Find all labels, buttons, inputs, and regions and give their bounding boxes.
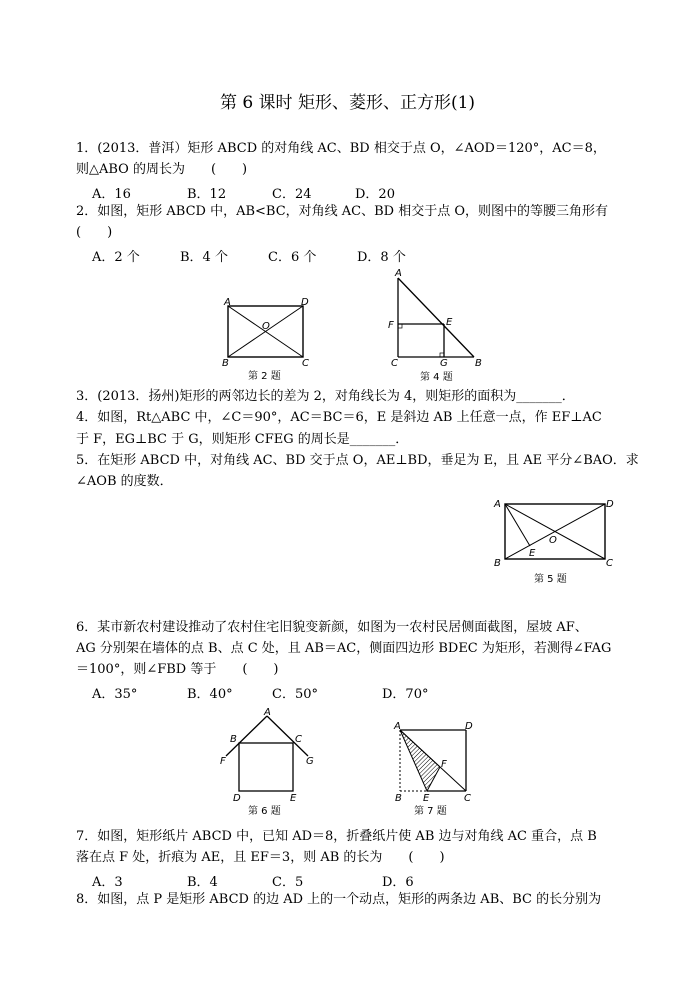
figure-6 xyxy=(218,706,320,818)
figure-2 xyxy=(218,294,318,386)
fig6-caption: 第 6 题 xyxy=(248,806,281,817)
q1-option-b: B．12 xyxy=(187,187,227,202)
fig5-caption: 第 5 题 xyxy=(534,574,567,585)
q3-line1: 3．(2013．扬州)矩形的两邻边长的差为 2，对角线长为 4，则矩形的面积为_______． xyxy=(76,389,575,404)
fig2-label-d: D xyxy=(301,297,309,308)
fig5-label-d: D xyxy=(606,499,614,510)
fig4-label-c: C xyxy=(391,358,398,369)
fig5-label-c: C xyxy=(606,558,613,569)
figure-5 xyxy=(490,494,618,588)
q2-line1: 2．如图，矩形 ABCD 中，AB<BC，对角线 AC、BD 相交于点 O，则图中的等腰三角形有 xyxy=(76,204,609,219)
q7-option-d: D．6 xyxy=(382,875,414,890)
page-title: 第 6 课时 矩形、菱形、正方形(1) xyxy=(219,93,476,113)
fig6-label-e: E xyxy=(290,793,297,804)
q6-line1: 6．某市新农村建设推动了农村住宅旧貌变新颜，如图为一农村民居侧面截图，屋坡 AF、 xyxy=(76,620,588,635)
q6-option-d: D．70° xyxy=(382,687,429,702)
fig7-label-f: F xyxy=(441,759,447,770)
fig5-label-a: A xyxy=(494,499,501,510)
q7-line2: 落在点 F 处，折痕为 AE，且 EF＝3，则 AB 的长为 ( ) xyxy=(76,850,445,865)
q6-option-b: B．40° xyxy=(187,687,233,702)
q1-line2: 则△ABO 的周长为 ( ) xyxy=(76,162,248,177)
q5-line1: 5．在矩形 ABCD 中，对角线 AC、BD 交于点 O，AE⊥BD，垂足为 E，且 AE 平分∠BAO．求 xyxy=(76,453,639,468)
q1-option-d: D．20 xyxy=(355,187,395,202)
figure-4 xyxy=(386,268,488,386)
fig7-diagonal-ac xyxy=(400,730,466,791)
fig4-label-f: F xyxy=(388,320,394,331)
fig4-label-a: A xyxy=(395,268,402,279)
fig2-label-o: O xyxy=(262,321,270,332)
fig5-label-b: B xyxy=(494,558,501,569)
fig4-label-g: G xyxy=(440,358,448,369)
q4-line2: 于 F，EG⊥BC 于 G，则矩形 CFEG 的周长是_______． xyxy=(76,432,409,447)
q6-option-a: A．35° xyxy=(92,687,138,702)
q2-line2: ( ) xyxy=(76,225,113,240)
fig4-caption: 第 4 题 xyxy=(420,372,453,383)
fig5-label-e: E xyxy=(529,548,536,559)
fig7-caption: 第 7 题 xyxy=(414,806,447,817)
fig4-label-b: B xyxy=(475,358,482,369)
fig6-label-g: G xyxy=(306,756,314,767)
fig6-label-c: C xyxy=(295,734,302,745)
q1-option-c: C．24 xyxy=(272,187,312,202)
fig6-wall-rectangle xyxy=(239,743,293,791)
q5-line2: ∠AOB 的度数． xyxy=(76,474,173,489)
fig7-label-c: C xyxy=(464,793,471,804)
fig6-label-a: A xyxy=(264,707,271,718)
q2-option-b: B．4 个 xyxy=(180,250,228,265)
q1-line1: 1．(2013．普洱）矩形 ABCD 的对角线 AC、BD 相交于点 O，∠AOD＝120°，AC＝8， xyxy=(76,141,606,156)
fig6-label-b: B xyxy=(230,734,237,745)
q1-option-a: A．16 xyxy=(92,187,131,202)
fig4-hypotenuse-ab xyxy=(398,278,474,357)
q2-option-d: D．8 个 xyxy=(357,250,406,265)
q2-option-c: C．6 个 xyxy=(268,250,317,265)
fig7-label-a: A xyxy=(394,721,401,732)
q7-option-b: B．4 xyxy=(187,875,218,890)
fig7-label-e: E xyxy=(423,793,430,804)
fig6-label-f: F xyxy=(220,756,226,767)
q4-line1: 4．如图，Rt△ABC 中，∠C＝90°，AC＝BC＝6，E 是斜边 AB 上任意一点，作 EF⊥AC xyxy=(76,410,602,425)
q7-line1: 7．如图，矩形纸片 ABCD 中，已知 AD＝8，折叠纸片使 AB 边与对角线 AC 重合，点 B xyxy=(76,829,597,844)
figure-7 xyxy=(390,718,482,820)
q7-option-a: A．3 xyxy=(92,875,123,890)
q6-option-c: C．50° xyxy=(272,687,318,702)
fig4-label-e: E xyxy=(446,317,453,328)
q2-option-a: A．2 个 xyxy=(92,250,140,265)
q6-line2: AG 分别架在墙体的点 B、点 C 处，且 AB＝AC，侧面四边形 BDEC 为矩形，若测得∠FAG xyxy=(76,641,612,656)
q7-option-c: C．5 xyxy=(272,875,304,890)
fig7-label-d: D xyxy=(465,721,473,732)
fig5-label-o: O xyxy=(549,535,557,546)
fig2-label-c: C xyxy=(302,358,309,369)
fig5-segment-ae xyxy=(505,504,530,546)
q6-line3: ＝100°，则∠FBD 等于 ( ) xyxy=(76,662,279,677)
fig2-label-b: B xyxy=(222,358,229,369)
fig2-caption: 第 2 题 xyxy=(248,371,281,382)
fig2-label-a: A xyxy=(224,297,231,308)
fig6-label-d: D xyxy=(233,793,241,804)
fig7-label-b: B xyxy=(395,793,402,804)
q8-line1: 8．如图，点 P 是矩形 ABCD 的边 AD 上的一个动点，矩形的两条边 AB、BC 的长分别为 xyxy=(76,892,602,907)
fig7-folded-triangle xyxy=(400,730,440,791)
